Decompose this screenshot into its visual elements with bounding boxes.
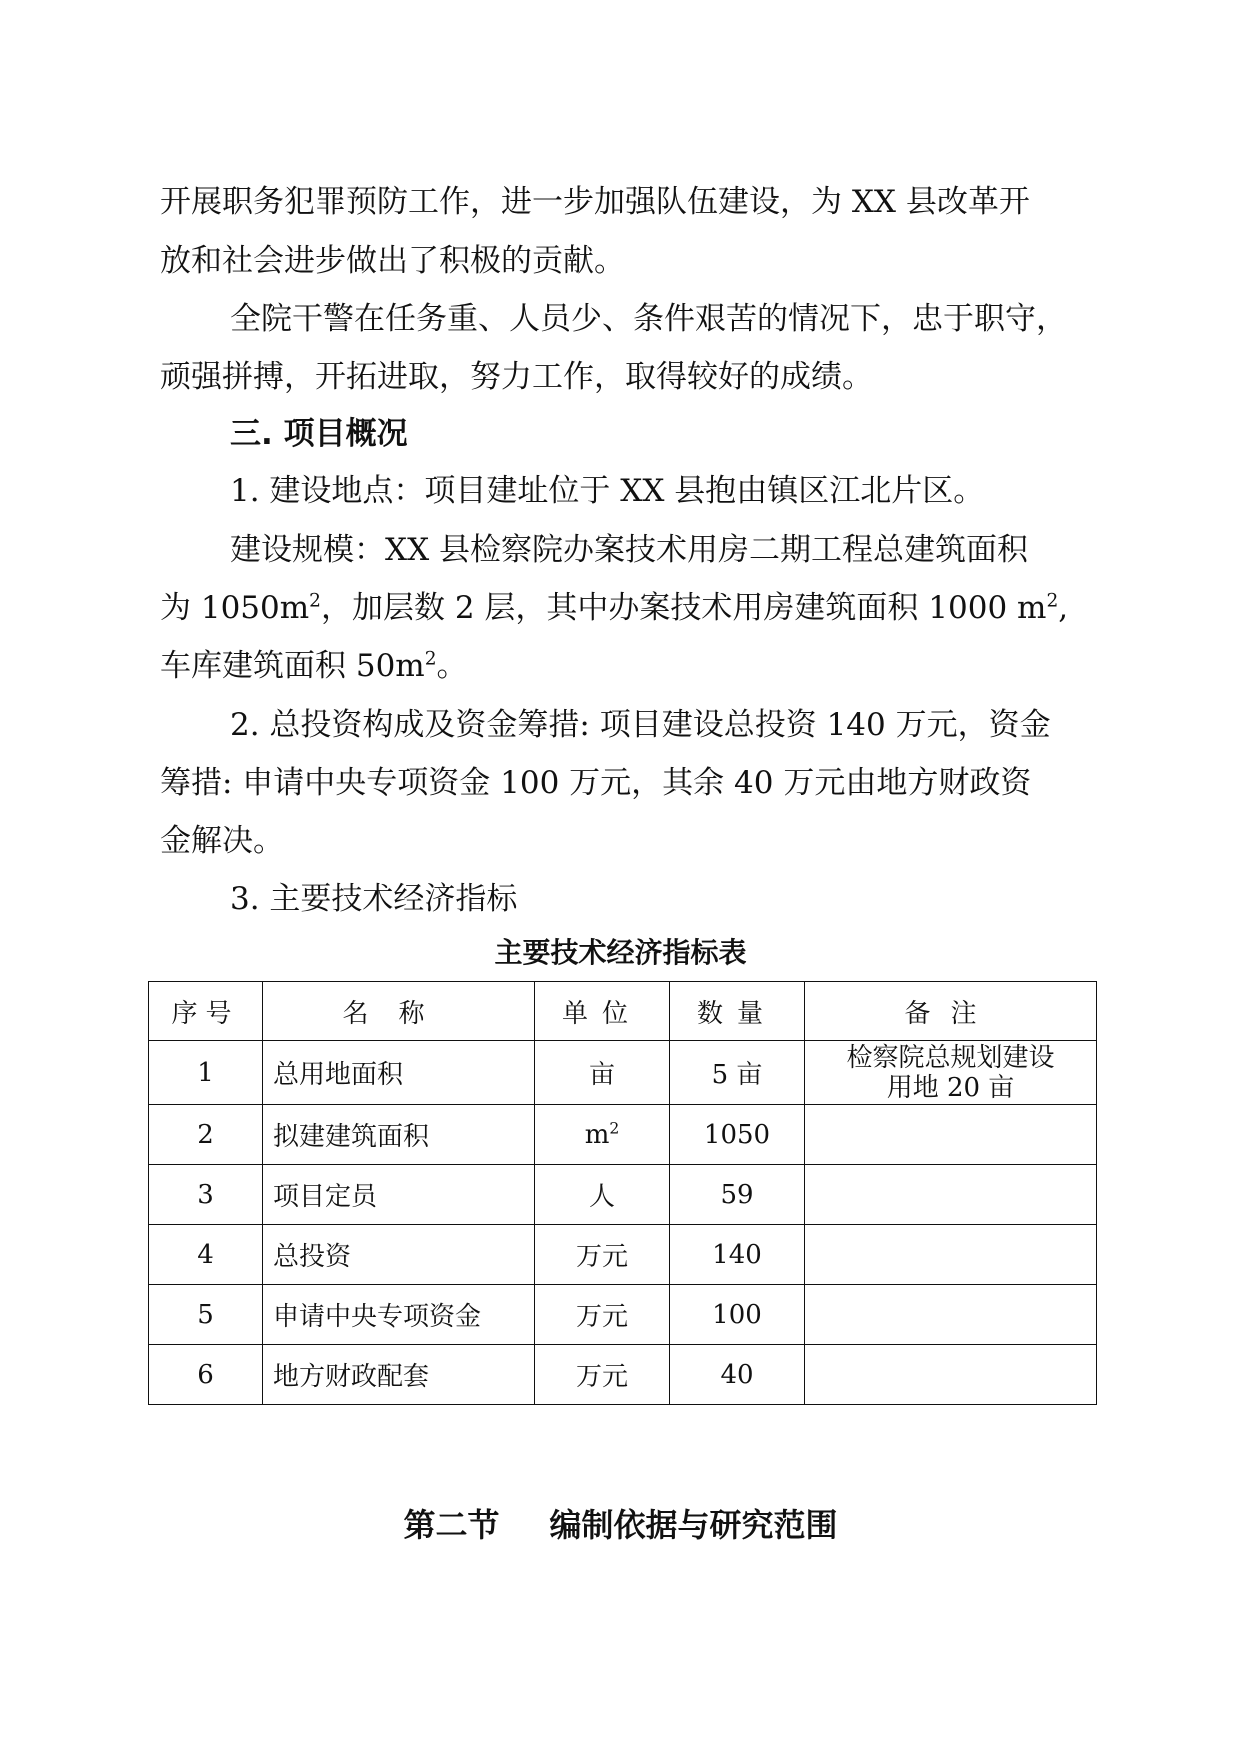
cell-unit: $m^2$ — [535, 1105, 670, 1165]
paragraph-line: 筹措: 申请中央专项资金 100 万元，其余 40 万元由地方财政资 — [160, 765, 1032, 801]
table-row — [149, 1105, 1097, 1165]
section-label: 第二节 — [403, 1506, 500, 1544]
cell-no: 5 — [149, 1285, 263, 1345]
table-row — [149, 1285, 1097, 1345]
table-header-row — [149, 982, 1097, 1041]
cell-qty: 59 — [670, 1165, 805, 1225]
cell-qty: 140 — [670, 1225, 805, 1285]
cell-no: 4 — [149, 1225, 263, 1285]
header-qty: 数量 — [670, 982, 805, 1041]
cell-no: 6 — [149, 1345, 263, 1405]
section-heading-project-overview: 三. 项目概况 — [230, 416, 408, 452]
kpi-table — [148, 981, 1097, 1405]
cell-name: 拟建建筑面积 — [263, 1105, 535, 1165]
superscript: 2 — [309, 590, 321, 612]
paragraph-line: 2. 总投资构成及资金筹措: 项目建设总投资 140 万元，资金 — [230, 707, 1051, 743]
cell-qty: 1050 — [670, 1105, 805, 1165]
section-name: 编制依据与研究范围 — [549, 1506, 838, 1544]
cell-note — [805, 1225, 1097, 1285]
superscript: 2 — [424, 648, 437, 670]
table-row — [149, 1225, 1097, 1285]
table-row — [149, 1165, 1097, 1225]
paragraph-line: 全院干警在任务重、人员少、条件艰苦的情况下，忠于职守， — [230, 301, 1067, 337]
cell-unit: 万元 — [535, 1285, 670, 1345]
paragraph-line: 放和社会进步做出了积极的贡献。 — [160, 243, 625, 279]
cell-no: 2 — [149, 1105, 263, 1165]
paragraph-line: 为 $1050m^2$，加层数 2 层，其中办案技术用房建筑面积 1000 $m^2$, — [160, 590, 1069, 626]
cell-no: 3 — [149, 1165, 263, 1225]
paragraph-line: 开展职务犯罪预防工作，进一步加强队伍建设，为 XX 县改革开 — [160, 184, 1030, 220]
table-row — [149, 1345, 1097, 1405]
table-row — [149, 1041, 1097, 1105]
cell-qty: 5 亩 — [670, 1041, 805, 1105]
paragraph-line: 建设规模：XX 县检察院办案技术用房二期工程总建筑面积 — [230, 532, 1028, 568]
paragraph-line: 金解决。 — [160, 823, 284, 859]
header-name: 名称 — [263, 982, 535, 1041]
table-title: 主要技术经济指标表 — [494, 936, 747, 969]
header-no: 序号 — [149, 982, 263, 1041]
paragraph-line: 3. 主要技术经济指标 — [230, 881, 518, 917]
paragraph-line: 顽强拼搏，开拓进取，努力工作，取得较好的成绩。 — [160, 359, 873, 395]
cell-unit: 人 — [535, 1165, 670, 1225]
paragraph-line: 1. 建设地点：项目建址位于 XX 县抱由镇区江北片区。 — [230, 473, 985, 509]
cell-note: 检察院总规划建设 用地 20 亩 — [805, 1041, 1097, 1105]
cell-unit: 亩 — [535, 1041, 670, 1105]
cell-qty: 100 — [670, 1285, 805, 1345]
superscript: 2 — [609, 1118, 620, 1137]
cell-name: 项目定员 — [263, 1165, 535, 1225]
cell-note — [805, 1285, 1097, 1345]
cell-name: 总投资 — [263, 1225, 535, 1285]
header-note: 备注 — [805, 982, 1097, 1041]
superscript: 2 — [1046, 590, 1059, 612]
cell-name: 地方财政配套 — [263, 1345, 535, 1405]
section-title — [0, 1505, 1241, 1545]
cell-note — [805, 1345, 1097, 1405]
cell-name: 申请中央专项资金 — [263, 1285, 535, 1345]
cell-unit: 万元 — [535, 1345, 670, 1405]
cell-note — [805, 1105, 1097, 1165]
cell-unit: 万元 — [535, 1225, 670, 1285]
paragraph-line: 车库建筑面积 $50m^2$。 — [160, 648, 468, 684]
cell-qty: 40 — [670, 1345, 805, 1405]
cell-note — [805, 1165, 1097, 1225]
header-unit: 单位 — [535, 982, 670, 1041]
cell-name: 总用地面积 — [263, 1041, 535, 1105]
cell-no: 1 — [149, 1041, 263, 1105]
